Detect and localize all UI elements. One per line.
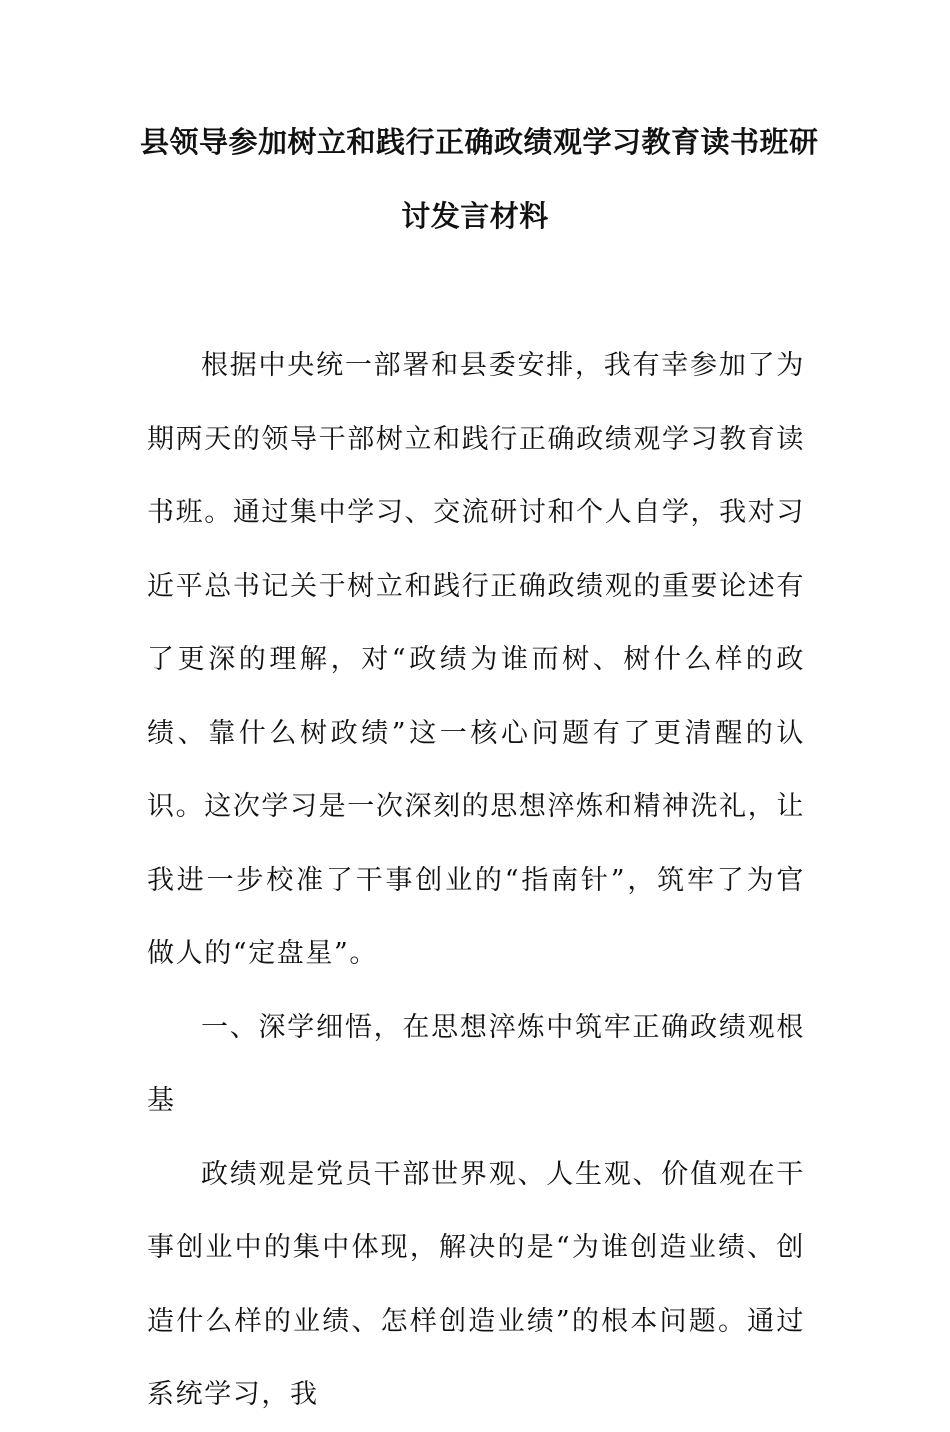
document-title-line-1: 县领导参加树立和践行正确政绩观学习教育读书班研: [140, 125, 819, 159]
document-title-line-2: 讨发言材料: [401, 199, 549, 233]
section-heading-1: 一、深学细悟，在思想淬炼中筑牢正确政绩观根基: [147, 1011, 805, 1116]
intro-paragraph: 根据中央统一部署和县委安排，我有幸参加了为期两天的领导干部树立和践行正确政绩观学习教育读书班。通过集中学习、交流研讨和个人自学，我对习近平总书记关于树立和践行正确政绩观的重要论述有了更深的理解，对“政绩为谁而树、树什么样的政绩、靠什么树政绩”这一核心问题有了更清醒的认识。这次学习是一次深刻的思想淬炼和精神洗礼，让我进一步校准了干事创业的“指南针”，筑牢了为官做人的“定盘星”。: [147, 350, 805, 969]
document-body: [147, 329, 805, 1432]
section-1-paragraph: 政绩观是党员干部世界观、人生观、价值观在干事创业中的集中体现，解决的是“为谁创造业绩、创造什么样的业绩、怎样创造业绩”的根本问题。通过系统学习，我: [147, 1158, 805, 1410]
